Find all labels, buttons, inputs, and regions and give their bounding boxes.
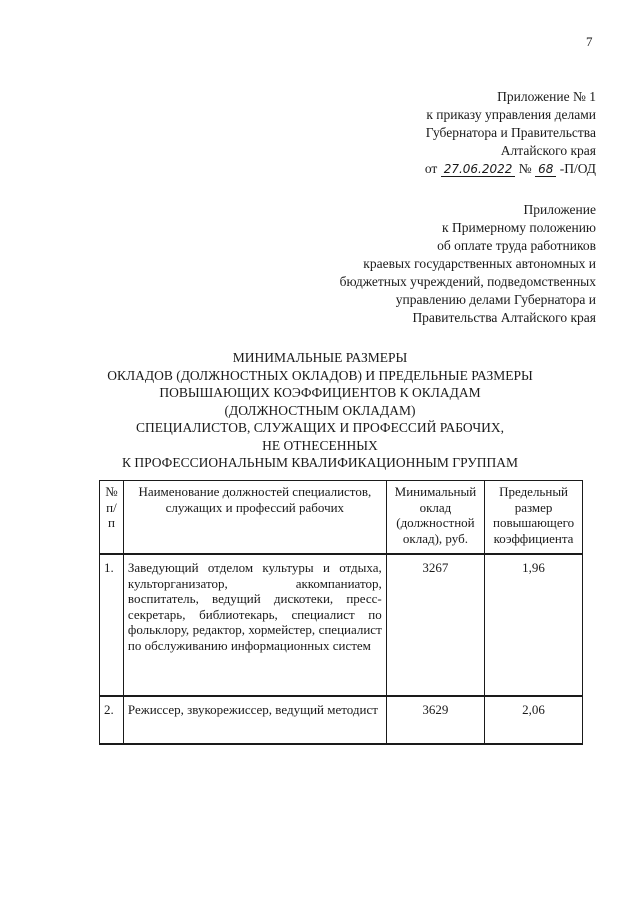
header-min-salary: Минимальный оклад (должностной оклад), руб. <box>386 481 484 555</box>
title-line: (ДОЛЖНОСТНЫМ ОКЛАДАМ) <box>224 402 416 418</box>
order-appendix-line: к приказу управления делами <box>426 107 596 122</box>
regulation-line: управлению делами Губернатора и <box>395 292 596 307</box>
title-line: МИНИМАЛЬНЫЕ РАЗМЕРЫ <box>232 350 408 365</box>
row-coefficient: 2,06 <box>485 696 583 744</box>
row-coefficient: 1,96 <box>485 554 583 696</box>
title-line: К ПРОФЕССИОНАЛЬНЫМ КВАЛИФИКАЦИОННЫМ ГРУППАМ <box>121 455 519 470</box>
table-header-row <box>100 481 583 555</box>
regulation-appendix-block <box>340 201 596 327</box>
number-sign: № <box>518 161 532 176</box>
order-date-handwritten: 27.06.2022 <box>441 162 516 177</box>
header-max-coefficient: Предельный размер повышающего коэффициента <box>485 481 583 555</box>
regulation-line: к Примерному положению <box>442 220 596 235</box>
row-min-salary: 3267 <box>386 554 484 696</box>
row-number: 2. <box>100 696 124 744</box>
row-position-name: Заведующий отделом культуры и отдыха, культорганизатор, аккомпаниатор, воспитатель, ведущий дискотеки, пресс-секретарь, библиотекарь, специалист по фольклору, редактор, хормейстер, специалист по обслуживанию информационных систем <box>123 554 386 696</box>
table-row <box>100 696 583 744</box>
header-position: Наименование должностей специалистов, служащих и профессий рабочих <box>123 481 386 555</box>
row-number: 1. <box>100 554 124 696</box>
regulation-line: об оплате труда работников <box>437 238 596 253</box>
salary-table <box>99 480 583 745</box>
title-line: СПЕЦИАЛИСТОВ, СЛУЖАЩИХ И ПРОФЕССИЙ РАБОЧИХ, <box>136 420 504 435</box>
row-position-name: Режиссер, звукорежиссер, ведущий методист <box>123 696 386 744</box>
regulation-line: бюджетных учреждений, подведомственных <box>339 274 596 289</box>
order-appendix-line: Алтайского края <box>500 143 596 158</box>
regulation-line: Приложение <box>523 202 596 217</box>
title-line: ОКЛАДОВ (ДОЛЖНОСТНЫХ ОКЛАДОВ) И ПРЕДЕЛЬНЫЕ РАЗМЕРЫ <box>107 367 533 383</box>
page-number: 7 <box>586 34 593 49</box>
order-appendix-block <box>425 88 596 178</box>
order-appendix-line: Приложение № 1 <box>497 89 596 104</box>
title-line: НЕ ОТНЕСЕННЫХ <box>262 437 378 453</box>
regulation-line: краевых государственных автономных и <box>363 256 596 271</box>
header-number: № п/п <box>100 481 124 555</box>
row-min-salary: 3629 <box>386 696 484 744</box>
order-number-handwritten: 68 <box>535 162 556 177</box>
document-title <box>70 349 570 472</box>
number-suffix: -П/ОД <box>559 161 596 176</box>
date-prefix: от <box>424 161 438 176</box>
table-row <box>100 554 583 696</box>
title-line: ПОВЫШАЮЩИХ КОЭФФИЦИЕНТОВ К ОКЛАДАМ <box>159 385 481 400</box>
order-appendix-line: Губернатора и Правительства <box>425 125 596 140</box>
regulation-line: Правительства Алтайского края <box>412 310 596 325</box>
order-date-line <box>425 160 596 178</box>
